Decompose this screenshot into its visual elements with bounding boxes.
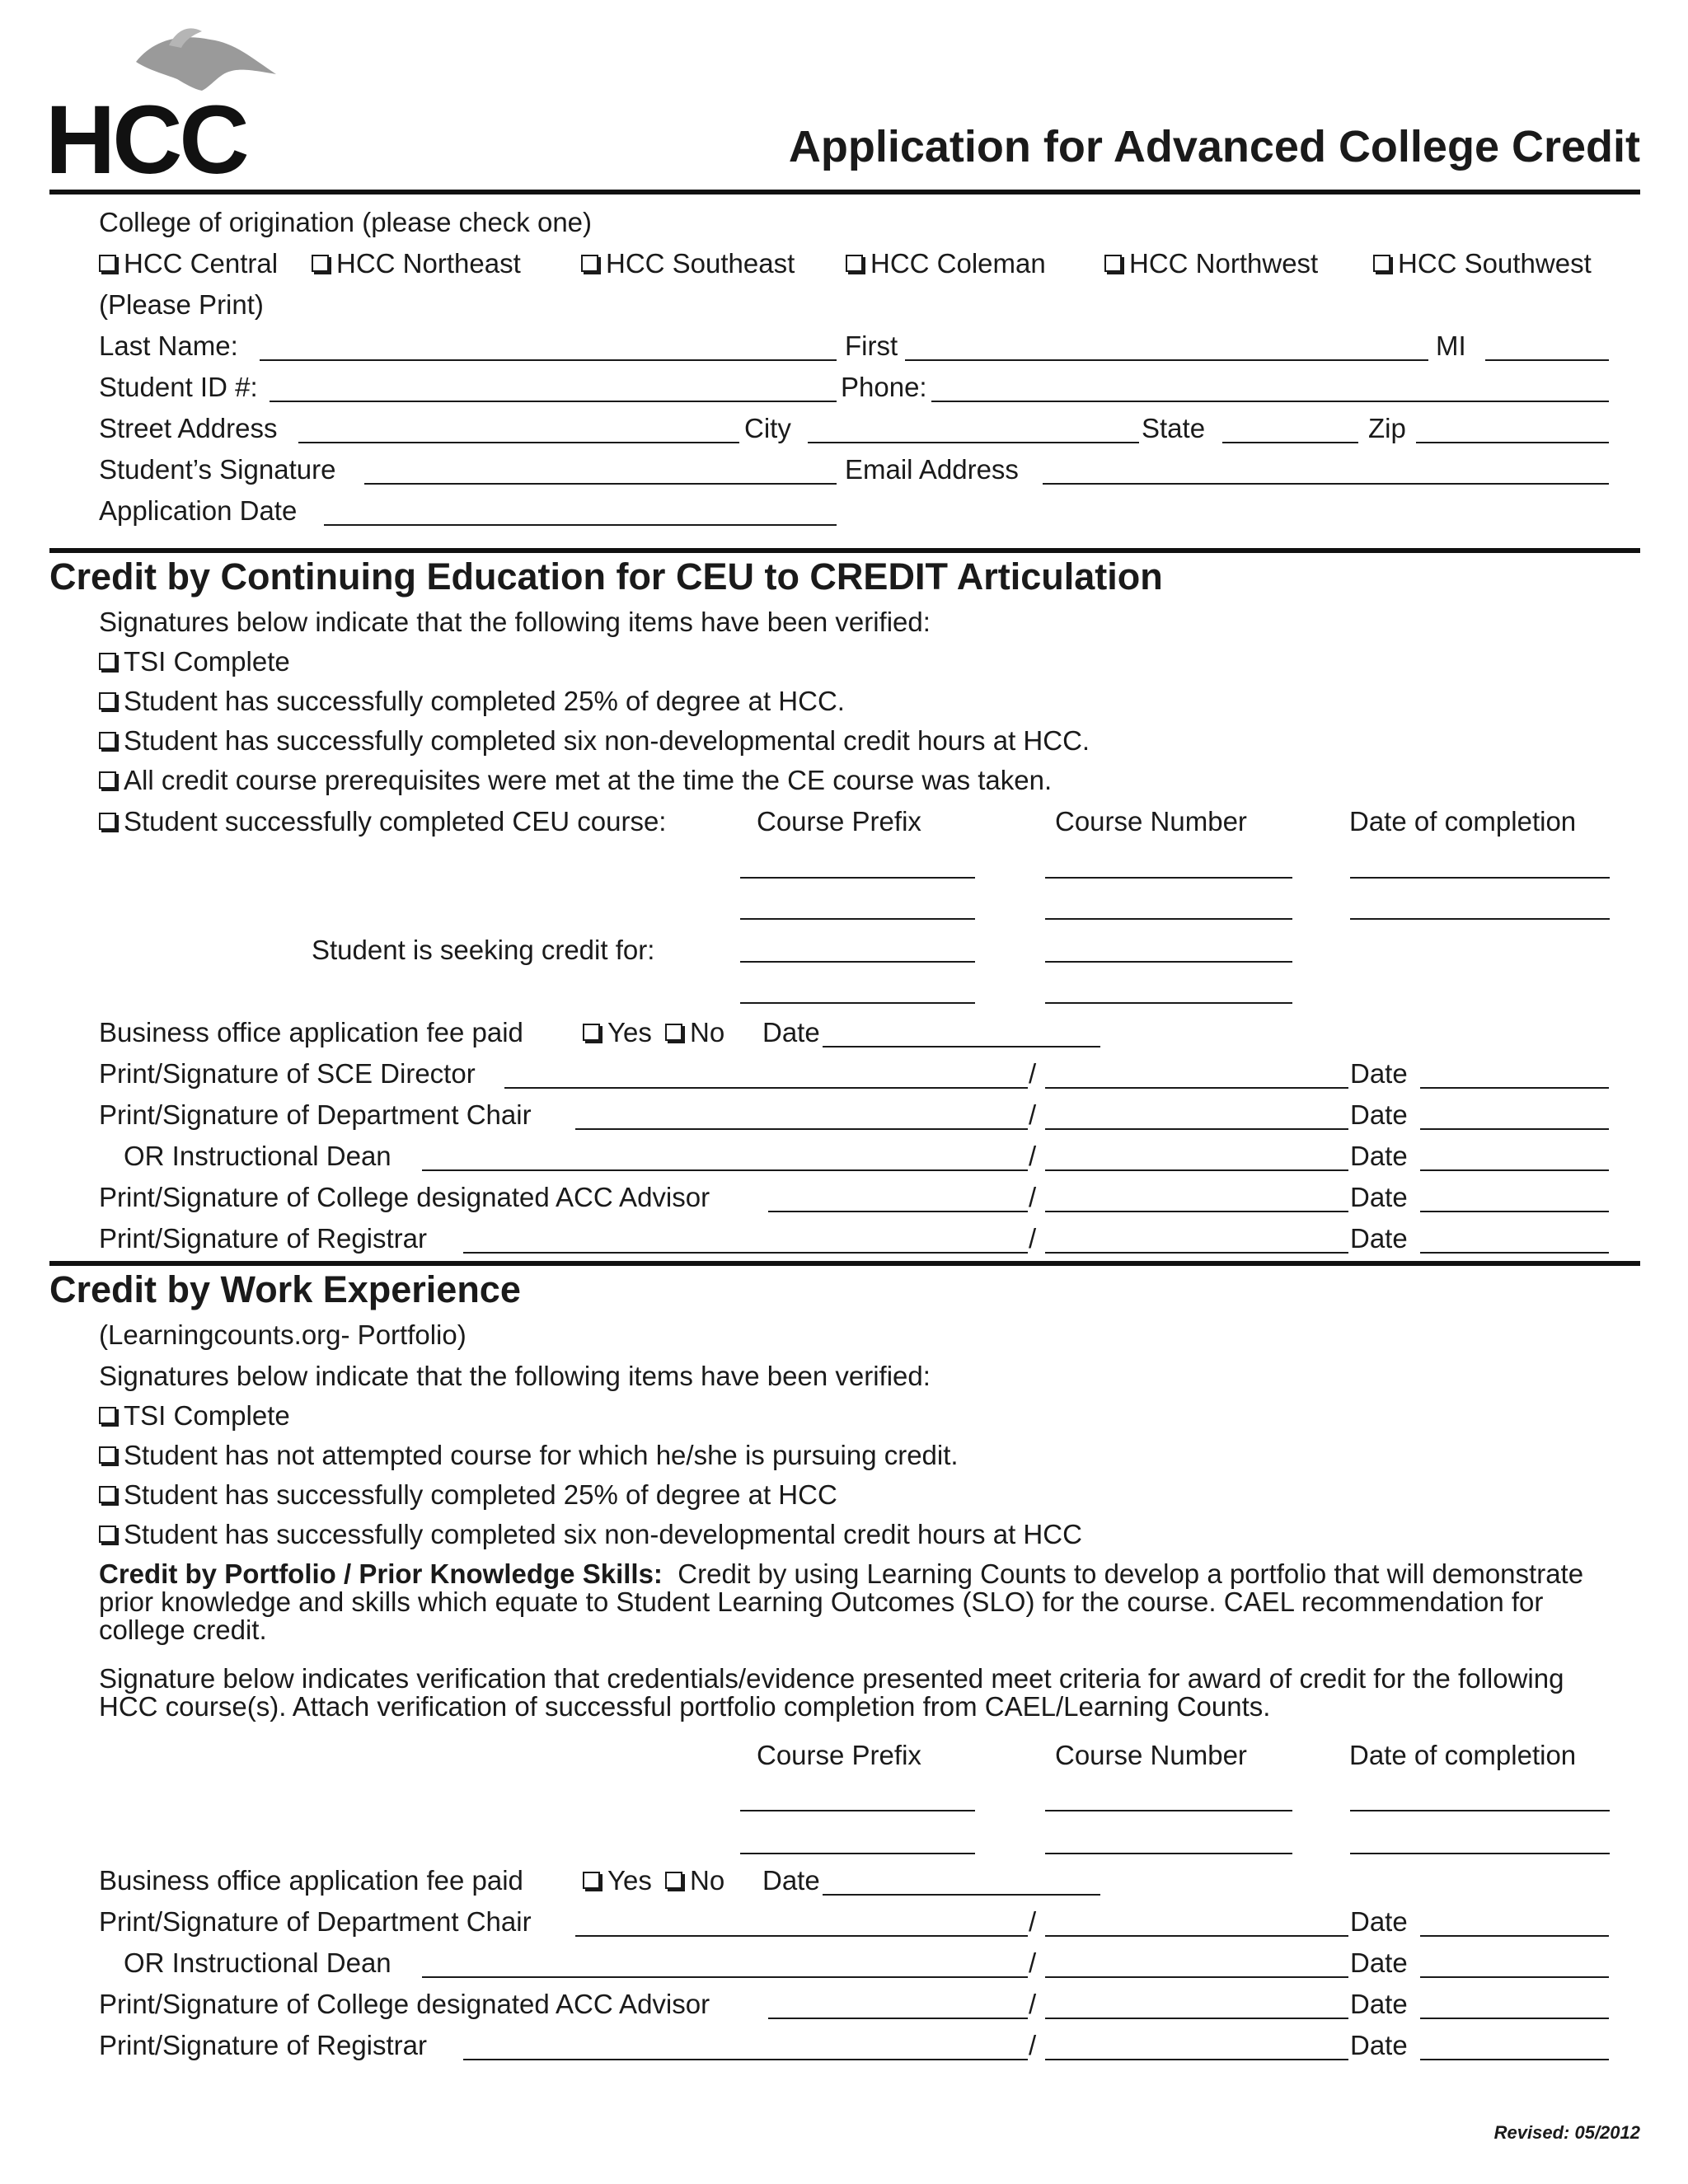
sig-slash: / [1029, 1906, 1037, 1937]
sig-acc-advisor-field[interactable] [768, 2018, 1028, 2019]
work-prefix-field-2[interactable] [740, 1853, 975, 1854]
ceu-check-prereqs[interactable]: All credit course prerequisites were met at the time the CE course was taken. [99, 764, 1052, 797]
checkbox-icon[interactable] [99, 653, 116, 670]
ceu-check-six-hours[interactable]: Student has successfully completed six non-developmental credit hours at HCC. [99, 724, 1090, 757]
work-date-field-1[interactable] [1350, 1810, 1610, 1811]
sig-registrar-date-field[interactable] [1420, 2059, 1609, 2060]
checkbox-icon[interactable] [99, 1446, 116, 1464]
checkbox-icon[interactable] [665, 1872, 682, 1889]
revised-date: Revised: 05/2012 [1493, 2122, 1640, 2143]
sig-date-label: Date [1350, 1223, 1408, 1254]
option-hcc-central[interactable]: HCC Central [99, 247, 278, 280]
state-field[interactable] [1222, 442, 1358, 443]
fee-paid-label: Business office application fee paid [99, 1865, 523, 1896]
email-label: Email Address [845, 454, 1019, 485]
fee-no-option[interactable]: No [665, 1016, 724, 1049]
sig-dept-chair-date-field[interactable] [1420, 1128, 1609, 1130]
col-date-header: Date of completion [1349, 1740, 1577, 1770]
checkbox-icon[interactable] [99, 1526, 116, 1543]
option-hcc-northwest[interactable]: HCC Northwest [1104, 247, 1318, 280]
sig-instructional-dean-print-field[interactable] [1045, 1169, 1348, 1171]
logo-text: HCC [45, 86, 246, 194]
student-id-field[interactable] [270, 401, 837, 402]
seeking-prefix-field-1[interactable] [740, 961, 975, 963]
col-number-header: Course Number [1055, 1740, 1247, 1770]
section-divider [49, 1261, 1640, 1266]
work-check-six-hours[interactable]: Student has successfully completed six non-developmental credit hours at HCC [99, 1518, 1082, 1551]
checkbox-icon[interactable] [846, 255, 863, 272]
work-heading: Credit by Work Experience [49, 1268, 521, 1310]
sig-sce-director-field[interactable] [504, 1087, 1028, 1089]
street-label: Street Address [99, 413, 278, 443]
portfolio-text: Credit by using Learning Counts to develop a portfolio that will demonstrate prior knowledge and skills which equate to Student Learning Outcomes (SLO) for the course. CAEL recommendation for college credit. [99, 1558, 1584, 1645]
app-date-label: Application Date [99, 495, 298, 526]
option-hcc-coleman[interactable]: HCC Coleman [846, 247, 1046, 280]
fee-paid-label: Business office application fee paid [99, 1017, 523, 1047]
phone-label: Phone: [841, 372, 927, 402]
state-label: State [1142, 413, 1206, 443]
first-name-field[interactable] [905, 359, 1428, 361]
checkbox-icon[interactable] [581, 255, 598, 272]
seeking-prefix-field-2[interactable] [740, 1002, 975, 1004]
sig-instructional-dean-label: OR Instructional Dean [124, 1141, 392, 1171]
checkbox-icon[interactable] [665, 1024, 682, 1041]
ceu-check-25pct[interactable]: Student has successfully completed 25% of degree at HCC. [99, 685, 845, 718]
print-note: (Please Print) [99, 289, 264, 320]
hcc-logo [45, 25, 309, 194]
sig-date-label: Date [1350, 1182, 1408, 1212]
sig-date-label: Date [1350, 1947, 1408, 1978]
header-divider [49, 190, 1640, 194]
col-date-header: Date of completion [1349, 806, 1577, 837]
checkbox-icon[interactable] [583, 1872, 600, 1889]
work-subtitle: (Learningcounts.org- Portfolio) [99, 1319, 467, 1350]
city-label: City [744, 413, 791, 443]
mi-label: MI [1436, 330, 1466, 361]
email-field[interactable] [1043, 483, 1609, 485]
work-check-25pct[interactable]: Student has successfully completed 25% of degree at HCC [99, 1479, 837, 1511]
checkbox-icon[interactable] [99, 732, 116, 749]
checkbox-icon[interactable] [1104, 255, 1122, 272]
fee-date-label: Date [762, 1017, 820, 1047]
verification-paragraph: Signature below indicates verification that credentials/evidence presented meet criteria for award of credit for the following HCC course(s). Attach verification of successful portfolio completion from CAEL/Learning Counts. [99, 1663, 1564, 1722]
sig-acc-advisor-date-field[interactable] [1420, 2018, 1609, 2019]
col-prefix-header: Course Prefix [757, 1740, 921, 1770]
portfolio-paragraph [99, 1560, 1615, 1644]
sig-instructional-dean-field[interactable] [422, 1976, 1028, 1978]
sig-slash: / [1029, 1141, 1037, 1171]
signature-field[interactable] [364, 483, 837, 485]
sig-acc-advisor-label: Print/Signature of College designated ACC Advisor [99, 1182, 710, 1212]
sig-instructional-dean-date-field[interactable] [1420, 1976, 1609, 1978]
work-number-field-1[interactable] [1045, 1810, 1292, 1811]
work-intro: Signatures below indicate that the following items have been verified: [99, 1361, 931, 1391]
checkbox-icon[interactable] [99, 771, 116, 789]
checkbox-icon[interactable] [99, 1486, 116, 1503]
work-number-field-2[interactable] [1045, 1853, 1292, 1854]
sig-date-label: Date [1350, 1058, 1408, 1089]
zip-field[interactable] [1416, 442, 1609, 443]
col-number-header: Course Number [1055, 806, 1247, 837]
sig-registrar-field[interactable] [463, 2059, 1028, 2060]
fee-no-option[interactable]: No [665, 1864, 724, 1897]
last-name-label: Last Name: [99, 330, 238, 361]
checkbox-icon[interactable] [312, 255, 329, 272]
checkbox-icon[interactable] [99, 255, 116, 272]
sig-slash: / [1029, 1099, 1037, 1130]
ceu-number-field-1[interactable] [1045, 877, 1292, 879]
col-prefix-header: Course Prefix [757, 806, 921, 837]
sig-date-label: Date [1350, 1906, 1408, 1937]
checkbox-icon[interactable] [99, 692, 116, 710]
work-date-field-2[interactable] [1350, 1853, 1610, 1854]
sig-dept-chair-date-field[interactable] [1420, 1935, 1609, 1937]
fee-yes-option[interactable]: Yes [583, 1016, 652, 1049]
fee-date-field[interactable] [823, 1894, 1100, 1896]
sig-acc-advisor-field[interactable] [768, 1211, 1028, 1212]
checkbox-icon[interactable] [99, 813, 116, 830]
origination-prompt: College of origination (please check one) [99, 207, 593, 237]
ceu-prefix-field-1[interactable] [740, 877, 975, 879]
sig-dept-chair-print-field[interactable] [1045, 1128, 1348, 1130]
fee-yes-option[interactable]: Yes [583, 1864, 652, 1897]
sig-dept-chair-label: Print/Signature of Department Chair [99, 1906, 532, 1937]
section-divider [49, 548, 1640, 553]
sig-slash: / [1029, 1058, 1037, 1089]
app-date-field[interactable] [324, 524, 837, 526]
sig-slash: / [1029, 1223, 1037, 1254]
sig-slash: / [1029, 1947, 1037, 1978]
zip-label: Zip [1368, 413, 1406, 443]
sig-registrar-print-field[interactable] [1045, 2059, 1348, 2060]
sig-instructional-dean-field[interactable] [422, 1169, 1028, 1171]
ceu-prefix-field-2[interactable] [740, 918, 975, 920]
ceu-number-field-2[interactable] [1045, 918, 1292, 920]
checkbox-icon[interactable] [1373, 255, 1390, 272]
sig-dept-chair-label: Print/Signature of Department Chair [99, 1099, 532, 1130]
sig-registrar-field[interactable] [463, 1252, 1028, 1254]
fee-date-field[interactable] [823, 1046, 1100, 1047]
work-check-tsi[interactable]: TSI Complete [99, 1399, 290, 1432]
street-field[interactable] [298, 442, 739, 443]
fee-date-label: Date [762, 1865, 820, 1896]
work-check-not-attempted[interactable]: Student has not attempted course for which he/she is pursuing credit. [99, 1439, 959, 1472]
sig-date-label: Date [1350, 1989, 1408, 2019]
sig-date-label: Date [1350, 2030, 1408, 2060]
student-id-label: Student ID #: [99, 372, 258, 402]
sig-date-label: Date [1350, 1099, 1408, 1130]
sig-slash: / [1029, 1989, 1037, 2019]
seeking-number-field-1[interactable] [1045, 961, 1292, 963]
ceu-check-course[interactable]: Student successfully completed CEU course: [99, 805, 666, 838]
sig-acc-advisor-print-field[interactable] [1045, 2018, 1348, 2019]
ceu-intro: Signatures below indicate that the following items have been verified: [99, 607, 931, 637]
phone-field[interactable] [931, 401, 1609, 402]
sig-sce-director-label: Print/Signature of SCE Director [99, 1058, 476, 1089]
sig-sce-director-print-field[interactable] [1045, 1087, 1348, 1089]
page-title: Application for Advanced College Credit [788, 122, 1640, 171]
seeking-credit-label: Student is seeking credit for: [312, 935, 655, 965]
sig-sce-director-date-field[interactable] [1420, 1087, 1609, 1089]
sig-acc-advisor-date-field[interactable] [1420, 1211, 1609, 1212]
option-hcc-northeast[interactable]: HCC Northeast [312, 247, 521, 280]
ceu-date-field-2[interactable] [1350, 918, 1610, 920]
last-name-field[interactable] [260, 359, 837, 361]
checkbox-icon[interactable] [99, 1407, 116, 1424]
ceu-check-tsi[interactable]: TSI Complete [99, 645, 290, 678]
sig-dept-chair-field[interactable] [575, 1935, 1028, 1937]
seeking-number-field-2[interactable] [1045, 1002, 1292, 1004]
sig-instructional-dean-date-field[interactable] [1420, 1169, 1609, 1171]
option-hcc-southeast[interactable]: HCC Southeast [581, 247, 795, 280]
work-prefix-field-1[interactable] [740, 1810, 975, 1811]
sig-dept-chair-field[interactable] [575, 1128, 1028, 1130]
sig-slash: / [1029, 2030, 1037, 2060]
signature-label: Student’s Signature [99, 454, 336, 485]
option-hcc-southwest[interactable]: HCC Southwest [1373, 247, 1592, 280]
sig-registrar-label: Print/Signature of Registrar [99, 1223, 428, 1254]
portfolio-heading: Credit by Portfolio / Prior Knowledge Skills: [99, 1558, 663, 1589]
mi-field[interactable] [1485, 359, 1609, 361]
sig-registrar-print-field[interactable] [1045, 1252, 1348, 1254]
sig-acc-advisor-label: Print/Signature of College designated ACC Advisor [99, 1989, 710, 2019]
first-name-label: First [845, 330, 898, 361]
sig-registrar-date-field[interactable] [1420, 1252, 1609, 1254]
ceu-heading: Credit by Continuing Education for CEU to CREDIT Articulation [49, 555, 1163, 598]
checkbox-icon[interactable] [583, 1024, 600, 1041]
city-field[interactable] [808, 442, 1139, 443]
sig-acc-advisor-print-field[interactable] [1045, 1211, 1348, 1212]
sig-instructional-dean-print-field[interactable] [1045, 1976, 1348, 1978]
sig-dept-chair-print-field[interactable] [1045, 1935, 1348, 1937]
sig-instructional-dean-label: OR Instructional Dean [124, 1947, 392, 1978]
ceu-date-field-1[interactable] [1350, 877, 1610, 879]
sig-slash: / [1029, 1182, 1037, 1212]
sig-date-label: Date [1350, 1141, 1408, 1171]
sig-registrar-label: Print/Signature of Registrar [99, 2030, 428, 2060]
